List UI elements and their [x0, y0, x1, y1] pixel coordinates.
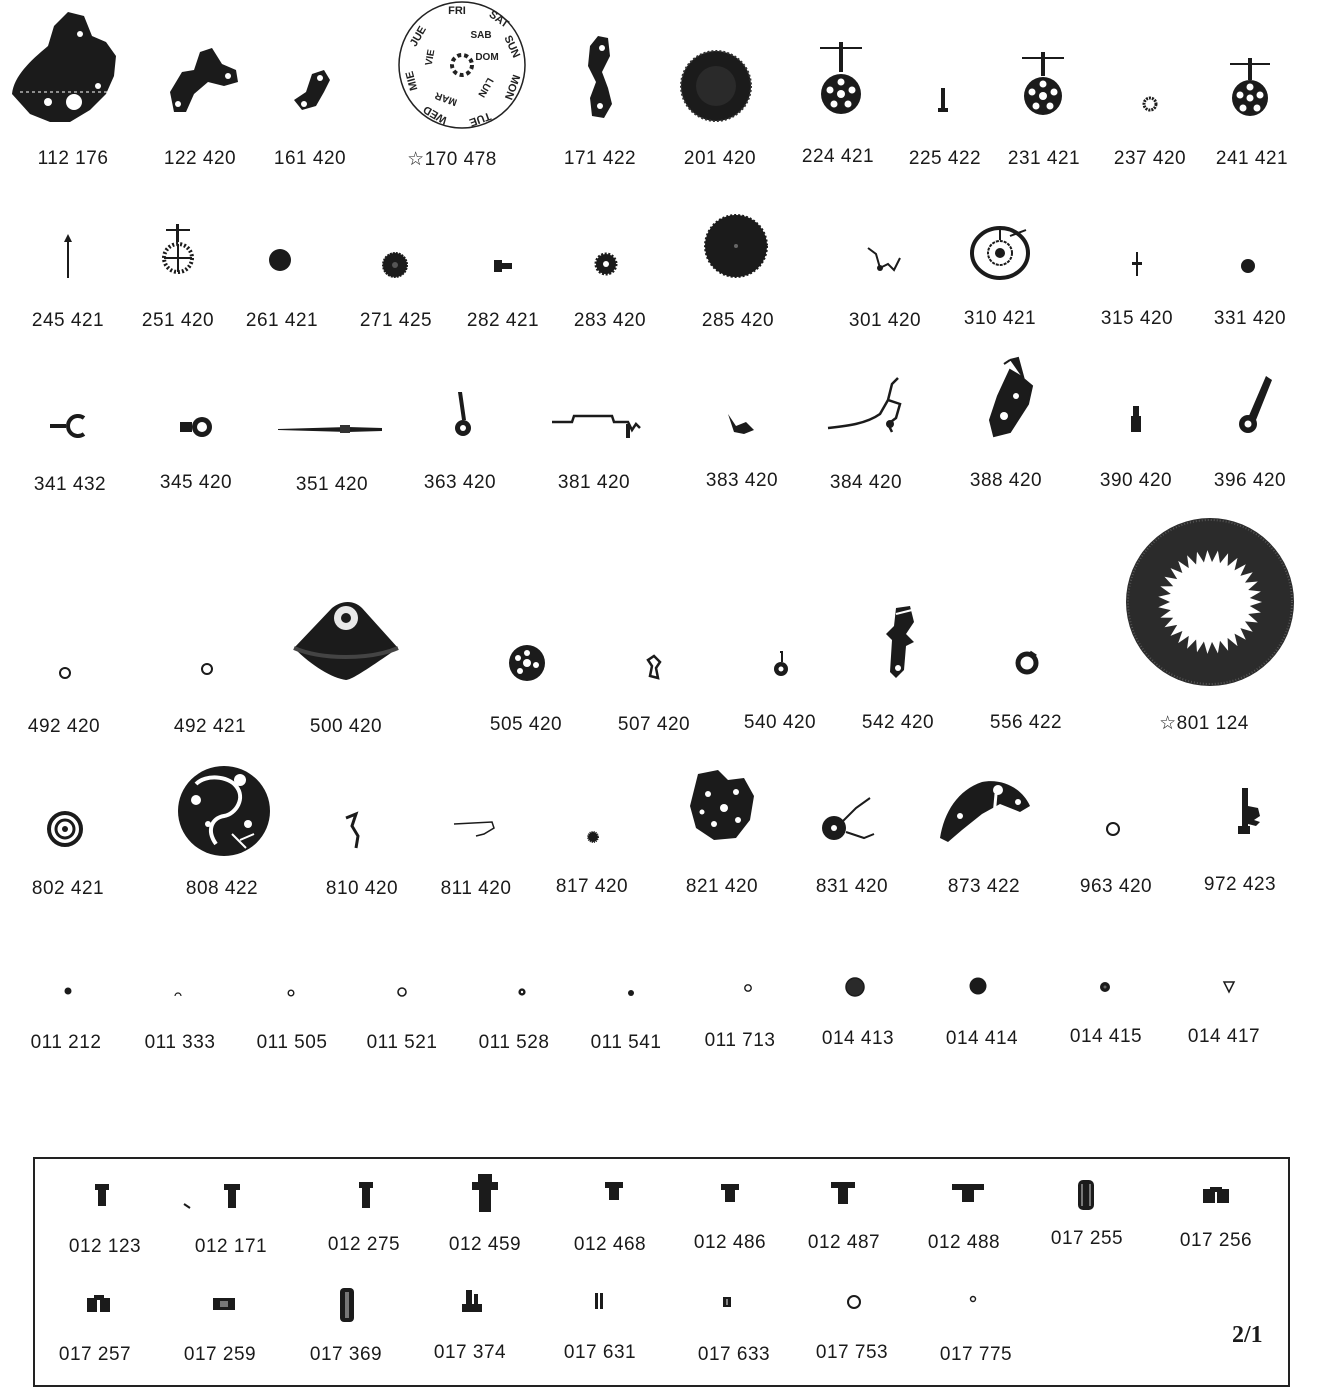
small-hook-part-icon: [772, 650, 790, 678]
scale-indicator: 2/1: [1232, 1322, 1263, 1348]
bush-part-icon: [1202, 1186, 1230, 1204]
part-number: 310 421: [963, 308, 1037, 329]
part-number: ☆170 478: [407, 149, 497, 170]
tiny-wheel-part-icon: [586, 830, 600, 844]
barrel-gear-part-icon: [680, 50, 752, 122]
svg-text:VIE: VIE: [423, 48, 438, 67]
stud-part-icon: [460, 1290, 484, 1314]
screw-part-icon: [830, 1182, 856, 1206]
screw-part-icon: [94, 1184, 110, 1208]
part-number: 283 420: [573, 310, 647, 331]
stud-part-icon: [1128, 406, 1144, 434]
part-number: 345 420: [159, 472, 233, 493]
part-number: 963 420: [1079, 876, 1153, 897]
spring-part-icon: [864, 244, 904, 276]
svg-text:MON: MON: [501, 72, 522, 102]
ring-spring-part-icon: [1014, 650, 1040, 676]
part-number: 396 420: [1213, 470, 1287, 491]
wire-spring-part-icon: [342, 812, 366, 850]
part-number: 017 374: [433, 1342, 507, 1363]
small-gear-part-icon: [594, 252, 618, 276]
jewel-part-icon: [63, 986, 73, 996]
large-gear-part-icon: [704, 214, 768, 278]
pin-part-icon: [594, 1292, 604, 1310]
svg-text:WED: WED: [421, 102, 450, 127]
part-number: 241 421: [1215, 148, 1289, 169]
svg-text:TUE: TUE: [467, 109, 493, 129]
part-number: 012 459: [448, 1234, 522, 1255]
part-number: 011 505: [256, 1032, 328, 1053]
part-number: 388 420: [969, 470, 1043, 491]
bridge-part-icon: [290, 64, 334, 112]
part-number: 384 420: [829, 472, 903, 493]
wheel-with-pinion-part-icon: [1228, 58, 1272, 118]
part-number: 012 468: [573, 1234, 647, 1255]
svg-text:MIE: MIE: [403, 69, 421, 92]
jewel-part-icon: [626, 988, 636, 998]
part-number: 011 541: [590, 1032, 662, 1053]
jewel-part-icon: [1240, 258, 1256, 274]
part-number: 171 422: [563, 148, 637, 169]
part-number: 201 420: [683, 148, 757, 169]
part-number: 500 420: [309, 716, 383, 737]
washer-part-icon: [58, 666, 72, 680]
jewel-part-icon: [1098, 980, 1112, 994]
small-wheel-part-icon: [1142, 96, 1158, 112]
jewel-part-icon: [968, 976, 988, 996]
small-clip-part-icon: [646, 654, 662, 680]
part-number: 014 413: [821, 1028, 895, 1049]
part-number: 540 420: [743, 712, 817, 733]
part-number: 011 521: [366, 1032, 438, 1053]
part-number: 012 488: [927, 1232, 1001, 1253]
washer-part-icon: [968, 1294, 978, 1304]
lever-part-icon: [164, 42, 240, 118]
screw-part-icon: [604, 1182, 624, 1202]
part-number: 161 420: [273, 148, 347, 169]
part-number: 237 420: [1113, 148, 1187, 169]
part-number: 972 423: [1203, 874, 1277, 895]
svg-text:LUN: LUN: [475, 75, 496, 99]
part-number: 224 421: [801, 146, 875, 167]
part-number: 012 123: [68, 1236, 142, 1257]
part-number: 017 631: [563, 1342, 637, 1363]
jewel-part-icon: [844, 976, 866, 998]
pinion-part-icon: [62, 234, 74, 280]
part-number: ☆801 124: [1159, 713, 1249, 734]
part-number: 112 176: [37, 148, 109, 169]
svg-text:JUE: JUE: [407, 24, 429, 49]
balance-wheel-part-icon: [970, 226, 1030, 280]
part-number: 315 420: [1100, 308, 1174, 329]
bush-part-icon: [1076, 1178, 1096, 1212]
clamp-part-icon: [1234, 786, 1264, 838]
part-number: 017 259: [183, 1344, 257, 1365]
part-number: 808 422: [185, 878, 259, 899]
screw-part-icon: [720, 1184, 740, 1204]
staff-part-icon: [1130, 252, 1144, 276]
escape-wheel-part-icon: [158, 224, 198, 276]
rotor-bridge-part-icon: [938, 776, 1032, 844]
part-number: 012 275: [327, 1234, 401, 1255]
wheel-with-pinion-part-icon: [1020, 52, 1066, 116]
winding-stem-part-icon: [278, 424, 382, 434]
part-number: 261 421: [245, 310, 319, 331]
part-number: 017 753: [815, 1342, 889, 1363]
thin-spring-part-icon: [452, 818, 496, 840]
washer-part-icon: [200, 662, 214, 676]
part-number: 011 528: [478, 1032, 550, 1053]
part-number: 831 420: [815, 876, 889, 897]
svg-text:DOM: DOM: [475, 52, 499, 63]
wire-spring-part-icon: [552, 410, 642, 440]
spring-lever-part-icon: [584, 32, 616, 120]
part-number: 383 420: [705, 470, 779, 491]
part-number: 011 713: [704, 1030, 776, 1051]
part-number: 542 420: [861, 712, 935, 733]
part-number: 282 421: [466, 310, 540, 331]
jewel-part-icon: [286, 988, 296, 998]
part-number: 492 420: [27, 716, 101, 737]
part-number: 341 432: [33, 474, 107, 495]
part-number: 811 420: [440, 878, 512, 899]
part-number: 810 420: [325, 878, 399, 899]
bush-part-icon: [492, 258, 514, 274]
screw-part-icon: [950, 1184, 986, 1204]
part-number: 017 255: [1050, 1228, 1124, 1249]
part-number: 245 421: [31, 310, 105, 331]
jewel-part-icon: [742, 982, 754, 994]
svg-text:MAR: MAR: [433, 89, 459, 108]
tube-part-icon: [338, 1286, 356, 1324]
part-number: 017 369: [309, 1344, 383, 1365]
wheel-with-pinion-part-icon: [816, 40, 866, 116]
part-number: 492 421: [173, 716, 247, 737]
coil-spring-part-icon: [46, 810, 84, 848]
screw-part-icon: [182, 1184, 244, 1210]
svg-text:FRI: FRI: [448, 5, 466, 17]
part-number: 873 422: [947, 876, 1021, 897]
wire-lever-part-icon: [826, 374, 908, 438]
rotor-part-icon: [292, 598, 400, 680]
part-number: 251 420: [141, 310, 215, 331]
pawl-part-icon: [1236, 374, 1276, 436]
bush-part-icon: [86, 1294, 112, 1314]
oscillating-weight-bridge-part-icon: [688, 768, 756, 842]
part-number: 301 420: [848, 310, 922, 331]
part-number: 507 420: [617, 714, 691, 735]
part-number: 802 421: [31, 878, 105, 899]
mainplate-part-icon: [10, 6, 120, 124]
part-number: 505 420: [489, 714, 563, 735]
hammer-part-icon: [980, 356, 1038, 438]
part-number: 556 422: [989, 712, 1063, 733]
click-spring-part-icon: [452, 390, 474, 438]
small-lever-part-icon: [726, 412, 756, 436]
cap-jewel-part-icon: [1222, 980, 1236, 994]
part-number: 017 633: [697, 1344, 771, 1365]
jewel-part-icon: [396, 986, 408, 998]
screw-part-icon: [358, 1182, 374, 1210]
part-number: 122 420: [163, 148, 237, 169]
jewel-part-icon: [268, 248, 292, 272]
clip-part-icon: [50, 414, 90, 438]
wheel-with-spring-part-icon: [820, 794, 876, 844]
automatic-bridge-part-icon: [176, 764, 272, 858]
part-number: 225 422: [908, 148, 982, 169]
part-number: 331 420: [1213, 308, 1287, 329]
small-gear-part-icon: [382, 252, 408, 278]
jewel-part-icon: [174, 990, 182, 998]
part-number: 014 417: [1187, 1026, 1261, 1047]
screw-part-icon: [470, 1174, 500, 1214]
jewel-part-icon: [516, 986, 528, 998]
part-number: 014 415: [1069, 1026, 1143, 1047]
part-number: 014 414: [945, 1028, 1019, 1049]
reverser-wheel-part-icon: [508, 644, 546, 682]
part-number: 381 420: [557, 472, 631, 493]
part-number: 351 420: [295, 474, 369, 495]
ring-bracket-part-icon: [178, 414, 216, 440]
yoke-part-icon: [884, 604, 920, 680]
date-ring-part-icon: [1124, 516, 1296, 688]
part-number: 011 333: [144, 1032, 216, 1053]
pin-part-icon: [938, 88, 948, 114]
part-number: 821 420: [685, 876, 759, 897]
svg-text:SAB: SAB: [470, 30, 492, 41]
part-number: 363 420: [423, 472, 497, 493]
calendar-disc-part-icon: [397, 0, 527, 130]
bush-part-icon: [212, 1296, 236, 1312]
part-number: 011 212: [30, 1032, 102, 1053]
part-number: 012 171: [194, 1236, 268, 1257]
svg-text:SUN: SUN: [501, 33, 523, 60]
part-number: 017 256: [1179, 1230, 1253, 1251]
pin-part-icon: [722, 1296, 732, 1308]
part-number: 390 420: [1099, 470, 1173, 491]
washer-part-icon: [846, 1294, 862, 1310]
svg-text:SAT: SAT: [486, 8, 511, 31]
part-number: 231 421: [1007, 148, 1081, 169]
part-number: 012 486: [693, 1232, 767, 1253]
part-number: 285 420: [701, 310, 775, 331]
part-number: 271 425: [359, 310, 433, 331]
part-number: 817 420: [555, 876, 629, 897]
part-number: 017 775: [939, 1344, 1013, 1365]
part-number: 012 487: [807, 1232, 881, 1253]
washer-part-icon: [1104, 820, 1122, 838]
part-number: 017 257: [58, 1344, 132, 1365]
